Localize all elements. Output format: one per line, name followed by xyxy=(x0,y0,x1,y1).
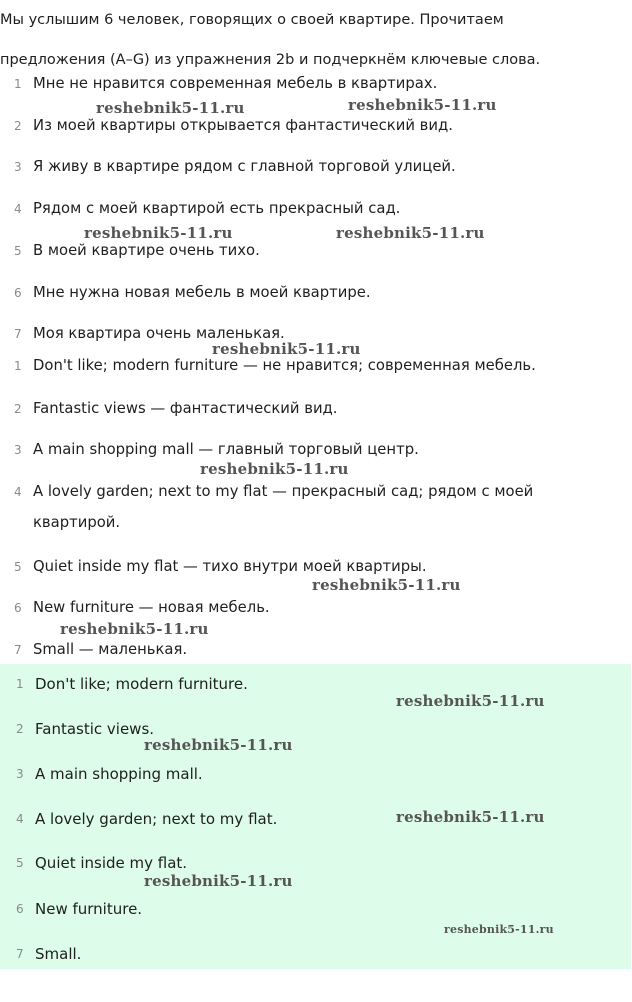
list-item-continuation: квартирой. xyxy=(33,514,121,531)
list-item: 5 Quiet inside my flat — тихо внутри моей квартиры. xyxy=(14,558,427,575)
list-item: 7 Small. xyxy=(16,945,82,963)
watermark: reshebnik5-11.ru xyxy=(396,692,545,710)
list-item: 3 Я живу в квартире рядом с главной торговой улицей. xyxy=(14,158,456,175)
list-item: 3 A main shopping mall — главный торговый центр. xyxy=(14,441,419,458)
watermark: reshebnik5-11.ru xyxy=(144,872,293,890)
list-item: 1 Don't like; modern furniture. xyxy=(16,675,248,693)
list-item: 2 Fantastic views — фантастический вид. xyxy=(14,400,338,417)
watermark: reshebnik5-11.ru xyxy=(312,576,461,594)
watermark: reshebnik5-11.ru xyxy=(212,340,361,358)
list-item: 5 В моей квартире очень тихо. xyxy=(14,242,260,259)
list-item: 1 Don't like; modern furniture — не нравится; современная мебель. xyxy=(14,357,536,374)
watermark: reshebnik5-11.ru xyxy=(96,99,245,117)
list-item: 5 Quiet inside my flat. xyxy=(16,854,188,872)
intro-line-1: Мы услышим 6 человек, говорящих о своей квартире. Прочитаем xyxy=(0,12,504,28)
list-item: 4 A lovely garden; next to my flat — прекрасный сад; рядом с моей xyxy=(14,483,534,500)
list-item: 3 A main shopping mall. xyxy=(16,765,203,783)
list-item: 7 Моя квартира очень маленькая. xyxy=(14,325,285,342)
list-item: 4 Рядом с моей квартирой есть прекрасный сад. xyxy=(14,200,401,217)
list-item: 6 Мне нужна новая мебель в моей квартире. xyxy=(14,284,371,301)
watermark: reshebnik5-11.ru xyxy=(396,808,545,826)
list-item: 4 A lovely garden; next to my flat. xyxy=(16,810,278,828)
list-item: 6 New furniture. xyxy=(16,900,143,918)
watermark: reshebnik5-11.ru xyxy=(200,460,349,478)
watermark: reshebnik5-11.ru xyxy=(144,736,293,754)
watermark: reshebnik5-11.ru xyxy=(444,923,554,936)
list-item: 2 Из моей квартиры открывается фантастический вид. xyxy=(14,117,453,134)
list-item: 1 Мне не нравится современная мебель в квартирах. xyxy=(14,75,438,92)
watermark: reshebnik5-11.ru xyxy=(84,224,233,242)
list-item: 7 Small — маленькая. xyxy=(14,641,188,658)
list-item: 2 Fantastic views. xyxy=(16,720,155,738)
intro-line-2: предложения (A–G) из упражнения 2b и подчеркнём ключевые слова. xyxy=(0,52,541,68)
watermark: reshebnik5-11.ru xyxy=(336,224,485,242)
list-item: 6 New furniture — новая мебель. xyxy=(14,599,270,616)
watermark: reshebnik5-11.ru xyxy=(348,96,497,114)
intro-text xyxy=(0,0,630,80)
watermark: reshebnik5-11.ru xyxy=(60,620,209,638)
